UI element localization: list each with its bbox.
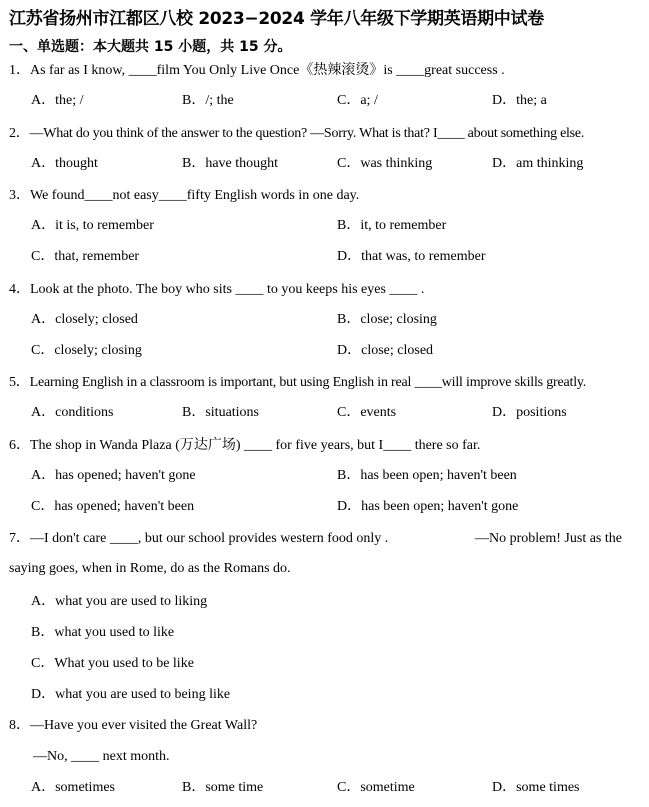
option-a: A．thought <box>31 156 98 171</box>
option-c: C．that, remember <box>31 249 140 264</box>
option-c: C．sometime <box>337 780 415 795</box>
option-a: A．closely; closed <box>31 312 138 327</box>
question-stem-continued: saying goes, when in Rome, do as the Romans do. <box>9 561 291 576</box>
option-a: A．has opened; haven't gone <box>31 468 196 483</box>
option-b: B．have thought <box>182 156 279 171</box>
option-b: B．some time <box>182 780 264 795</box>
option-d: D．what you are used to being like <box>31 687 231 702</box>
question-stem: 1．As far as I know, ____film You Only Live Once《热辣滚烫》is ____great success . <box>9 63 505 78</box>
section-heading: 一、单选题：本大题共 15 小题，共 15 分。 <box>9 39 292 55</box>
option-a: A．sometimes <box>31 780 115 795</box>
question-stem: 6．The shop in Wanda Plaza (万达广场) ____ for five years, but I____ there so far. <box>9 438 481 453</box>
question-stem-continued: —No, ____ next month. <box>33 749 170 764</box>
option-b: B．it, to remember <box>337 218 447 233</box>
option-b: B．situations <box>182 405 260 420</box>
question-stem-right: —No problem! Just as the <box>475 531 622 546</box>
option-d: D．positions <box>492 405 567 420</box>
option-b: B．close; closing <box>337 312 437 327</box>
option-c: C．events <box>337 405 397 420</box>
question-stem: 3．We found____not easy____fifty English words in one day. <box>9 188 360 203</box>
option-a: A．conditions <box>31 405 114 420</box>
option-a: A．the; / <box>31 93 84 108</box>
option-d: D．that was, to remember <box>337 249 486 264</box>
option-c: C．a; / <box>337 93 378 108</box>
option-b: B．what you used to like <box>31 625 175 640</box>
option-b: B．has been open; haven't been <box>337 468 517 483</box>
option-d: D．the; a <box>492 93 547 108</box>
question-stem: 2．—What do you think of the answer to the question? —Sorry. What is that? I____ about something else. <box>9 126 585 141</box>
question-stem: 5．Learning English in a classroom is important, but using English in real ____will improve skills greatly. <box>9 375 587 390</box>
question-stem: 7．—I don't care ____, but our school provides western food only . <box>9 531 389 546</box>
option-c: C．What you used to be like <box>31 656 194 671</box>
option-d: D．some times <box>492 780 580 795</box>
option-d: D．am thinking <box>492 156 584 171</box>
option-b: B．/; the <box>182 93 234 108</box>
option-c: C．has opened; haven't been <box>31 499 195 514</box>
question-stem: 4．Look at the photo. The boy who sits ____ to you keeps his eyes ____ . <box>9 282 425 297</box>
option-c: C．closely; closing <box>31 343 142 358</box>
option-a: A．it is, to remember <box>31 218 154 233</box>
option-d: D．has been open; haven't gone <box>337 499 519 514</box>
option-d: D．close; closed <box>337 343 434 358</box>
exam-title: 江苏省扬州市江都区八校 2023−2024 学年八年级下学期英语期中试卷 <box>9 9 544 29</box>
question-stem: 8．—Have you ever visited the Great Wall? <box>9 718 258 733</box>
option-a: A．what you are used to liking <box>31 594 208 609</box>
option-c: C．was thinking <box>337 156 433 171</box>
